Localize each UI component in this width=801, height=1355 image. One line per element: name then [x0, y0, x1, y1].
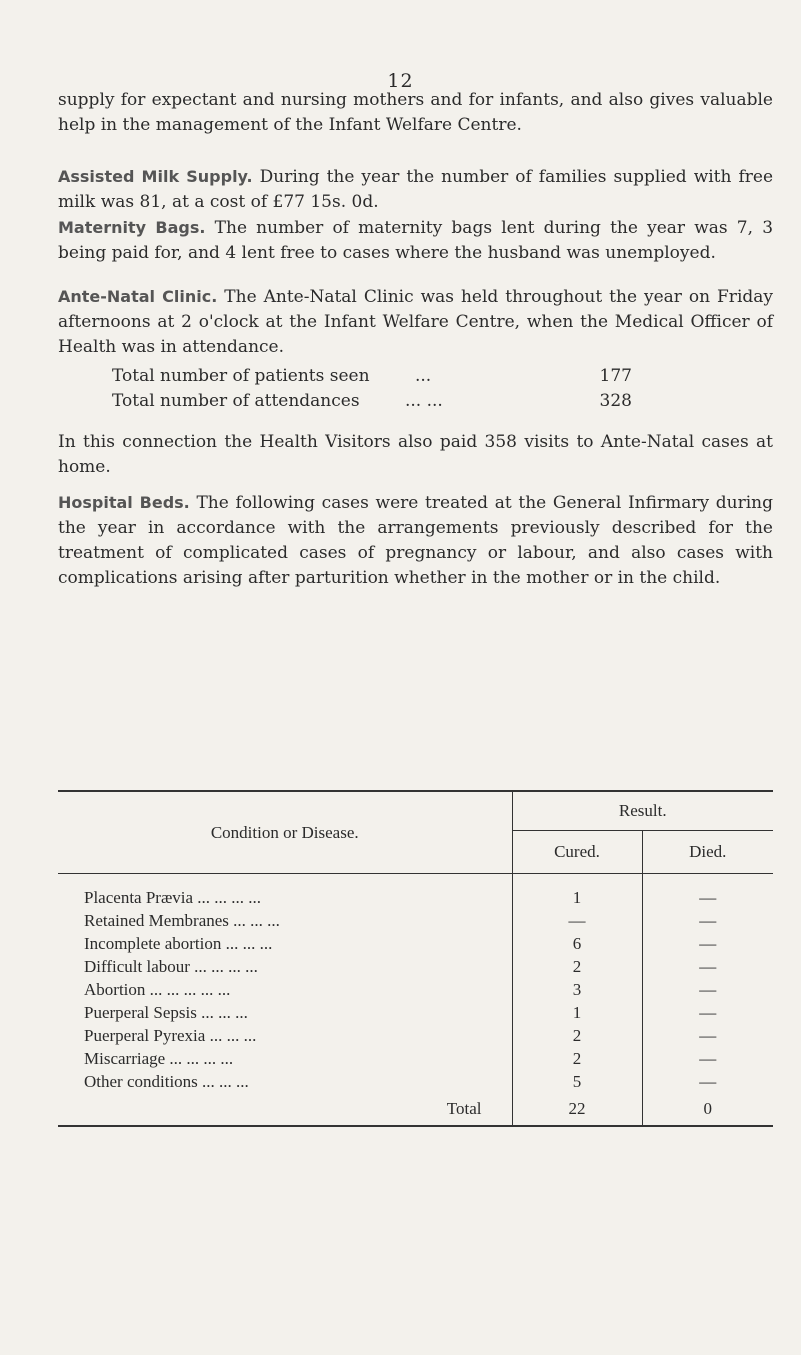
table-row [58, 1047, 773, 1070]
stat-dots: ... [414, 366, 432, 386]
header-condition: Condition or Disease. [58, 791, 512, 874]
maternity-bags-heading: Maternity Bags. [58, 218, 206, 237]
condition-cell: Puerperal Pyrexia ... ... ... [84, 1025, 257, 1045]
header-died: Died. [642, 831, 773, 874]
cured-cell: 2 [512, 1024, 642, 1047]
stat-row-patients [112, 366, 632, 391]
total-cured: 22 [512, 1093, 642, 1126]
cured-cell: 5 [512, 1070, 642, 1093]
ante-natal-text: The Ante-Natal Clinic was held throughout the year on Friday afternoons at 2 o'clock at the Infant Welfare Centre, when the Medical Officer of Health was in attendance. [58, 287, 773, 357]
died-cell: — [642, 978, 773, 1001]
table-row [58, 1070, 773, 1093]
results-table [58, 790, 773, 1127]
header-cured: Cured. [512, 831, 642, 874]
cured-cell: — [512, 909, 642, 932]
condition-cell: Puerperal Sepsis ... ... ... [84, 1002, 248, 1022]
ante-natal-heading: Ante-Natal Clinic. [58, 287, 218, 306]
died-cell: — [642, 1070, 773, 1093]
cured-cell: 3 [512, 978, 642, 1001]
cured-cell: 1 [512, 874, 642, 910]
total-row [58, 1093, 773, 1126]
stat-value: 177 [599, 366, 632, 386]
table-row [58, 978, 773, 1001]
condition-cell: Difficult labour ... ... ... ... [84, 956, 258, 976]
total-label: Total [58, 1093, 512, 1126]
table-row [58, 932, 773, 955]
stat-label: Total number of attendances [112, 391, 360, 411]
died-cell: — [642, 955, 773, 978]
table-row [58, 1001, 773, 1024]
table-row [58, 909, 773, 932]
total-died: 0 [642, 1093, 773, 1126]
stat-row-attendances [112, 391, 632, 416]
condition-cell: Placenta Prævia ... ... ... ... [84, 887, 262, 907]
condition-cell: Miscarriage ... ... ... ... [84, 1048, 234, 1068]
milk-supply-section [58, 164, 773, 215]
hospital-beds-text: The following cases were treated at the General Infirmary during the year in accordance with the arrangements previously described for the treatment of complicated cases of pregnancy or labour, and also cases with complications arising after parturition whether in the mother or in the child. [58, 493, 774, 588]
hospital-beds-heading: Hospital Beds. [58, 493, 190, 512]
died-cell: — [642, 1001, 773, 1024]
ante-natal-stats [112, 366, 632, 416]
cured-cell: 1 [512, 1001, 642, 1024]
condition-cell: Other conditions ... ... ... [84, 1071, 249, 1091]
visits-paragraph: In this connection the Health Visitors also paid 358 visits to Ante-Natal cases at home. [58, 432, 773, 477]
page-number: 12 [387, 70, 414, 92]
died-cell: — [642, 909, 773, 932]
condition-cell: Incomplete abortion ... ... ... [84, 933, 273, 953]
table-row [58, 1024, 773, 1047]
stat-dots: ... ... [404, 391, 443, 411]
hospital-beds-section [58, 490, 773, 591]
header-result: Result. [512, 791, 773, 831]
milk-supply-text: During the year the number of families supplied with free milk was 81, at a cost of £77 15s. 0d. [58, 167, 773, 212]
table-row [58, 874, 773, 910]
cured-cell: 2 [512, 1047, 642, 1070]
died-cell: — [642, 932, 773, 955]
maternity-bags-text: The number of maternity bags lent during the year was 7, 3 being paid for, and 4 lent free to cases where the husband was unemployed. [58, 218, 774, 263]
table-row [58, 955, 773, 978]
condition-cell: Abortion ... ... ... ... ... [84, 979, 231, 999]
died-cell: — [642, 1047, 773, 1070]
ante-natal-section [58, 284, 773, 360]
cured-cell: 6 [512, 932, 642, 955]
maternity-bags-section [58, 215, 773, 266]
intro-paragraph: supply for expectant and nursing mothers and for infants, and also gives valuable help in the management of the Infant Welfare Centre. [58, 90, 773, 135]
condition-cell: Retained Membranes ... ... ... [84, 910, 280, 930]
died-cell: — [642, 1024, 773, 1047]
died-cell: — [642, 874, 773, 910]
stat-value: 328 [599, 391, 632, 411]
milk-supply-heading: Assisted Milk Supply. [58, 167, 253, 186]
stat-label: Total number of patients seen [112, 366, 370, 386]
cured-cell: 2 [512, 955, 642, 978]
